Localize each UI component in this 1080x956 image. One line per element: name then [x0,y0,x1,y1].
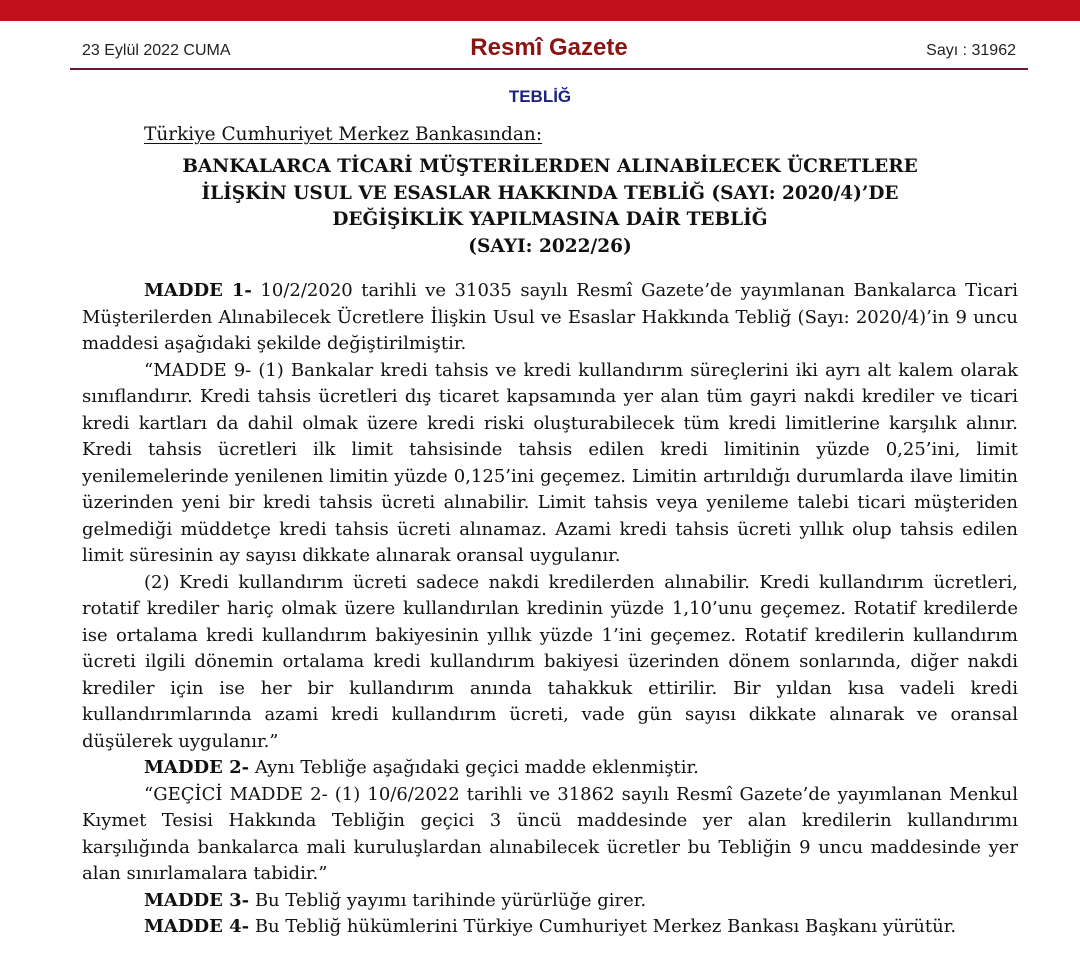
article-paragraph [82,570,1018,756]
article-paragraph [82,358,1018,570]
section-label: TEBLİĞ [508,87,572,106]
article-paragraph [82,914,1018,941]
document-title-line: İLİŞKİN USUL VE ESASLAR HAKKINDA TEBLİĞ (SAYI: 2020/4)’DE [201,182,899,204]
document-body [82,278,1018,941]
issuer-line: Türkiye Cumhuriyet Merkez Bankasından: [144,124,543,145]
article-paragraph [82,755,1018,782]
article-heading: MADDE 3- [144,889,250,911]
article-text: 10/2/2020 tarihli ve 31035 sayılı Resmî Gazete’de yayımlanan Bankalarca Ticari Müşterilerden Alınabilecek Ücretlere İlişkin Usul ve Esaslar Hakkında Tebliğ (Sayı: 2020/4)’in 9 uncu maddesi aşağıdaki şekilde değiştirilmiştir. [82,280,1019,354]
article-heading: MADDE 2- [144,757,250,778]
publication-date: 23 Eylül 2022 CUMA [82,42,231,59]
article-text: Bu Tebliğ hükümlerini Türkiye Cumhuriyet Merkez Bankası Başkanı yürütür. [249,916,957,937]
article-paragraph [82,278,1018,358]
article-paragraph [82,782,1018,888]
article-paragraph [82,888,1018,915]
article-text: Aynı Tebliğe aşağıdaki geçici madde eklenmiştir. [249,757,699,778]
article-text: “MADDE 9- (1) Bankalar kredi tahsis ve kredi kullandırım süreçlerini iki ayrı alt kalem olarak sınıflandırır. Kredi tahsis ücretleri dış ticaret kapsamında yer alan tüm gayri nakdi krediler ve ticari kredi kartları da dahil olmak üzere kredi riski oluşturabilecek tüm kredi limitlerine karşılık alınır. Kredi tahsis ücretleri ilk limit tahsisinde tahsis edilen kredi limitinin yüzde 0,25’ini, limit yenilemelerinde yenilenen limitin yüzde 0,125’ini geçemez. Limitin artırıldığı durumlarda ilave limitin üzerinden yeni bir kredi tahsis ücreti alınabilir. Limit tahsis veya yenileme talebi ticari müşteriden gelmediği müddetçe kredi tahsis ücreti alınamaz. Azami kredi tahsis ücreti yıllık olup tahsis edilen limit süresinin ay sayısı dikkate alınarak oransal uygulanır. [82,359,1018,566]
gazette-masthead: Resmî Gazete [470,34,628,61]
top-color-bar [0,0,1080,21]
article-heading: MADDE 1- [144,280,252,301]
article-text: Bu Tebliğ yayımı tarihinde yürürlüğe girer. [249,889,647,911]
issue-number: Sayı : 31962 [926,42,1016,59]
document-title-line: BANKALARCA TİCARİ MÜŞTERİLERDEN ALINABİLECEK ÜCRETLERE [182,156,918,177]
document-title-line: (SAYI: 2022/26) [468,235,632,257]
document-title-line: DEĞİŞİKLİK YAPILMASINA DAİR TEBLİĞ [332,209,768,230]
article-text: (2) Kredi kullandırım ücreti sadece nakdi kredilerden alınabilir. Kredi kullandırım ücretleri, rotatif krediler hariç olmak üzere kullandırılan kredinin yüzde 1,10’unu geçemez. Rotatif kredilerde ise ortalama kredi kullandırım bakiyesinin yıllık yüzde 1’ini geçemez. Rotatif kredilerin kullandırım ücreti ilgili dönemin ortalama kredi kullandırım bakiyesi üzerinden dönem sonlarında, diğer nakdi krediler için ise her bir kullandırım anında tahakkuk ettirilir. Bir yıldan kısa vadeli kredi kullandırımlarında azami kredi kullandırım ücreti, vade gün sayısı dikkate alınarak ve oransal düşülerek uygulanır.” [82,571,1018,752]
document-title [82,154,1018,260]
gazette-header [70,32,1028,70]
article-text: “GEÇİCİ MADDE 2- (1) 10/6/2022 tarihli ve 31862 sayılı Resmî Gazete’de yayımlanan Menkul Kıymet Tesisi Hakkında Tebliğin geçici 3 üncü maddesinde yer alan kredilerin kullandırımı karşılığında bankalarca mali kuruluşlardan alınabilecek ücretler bu Tebliğin 9 uncu maddesinde yer alan sınırlamalara tabidir.” [82,783,1018,884]
article-heading: MADDE 4- [144,916,250,937]
